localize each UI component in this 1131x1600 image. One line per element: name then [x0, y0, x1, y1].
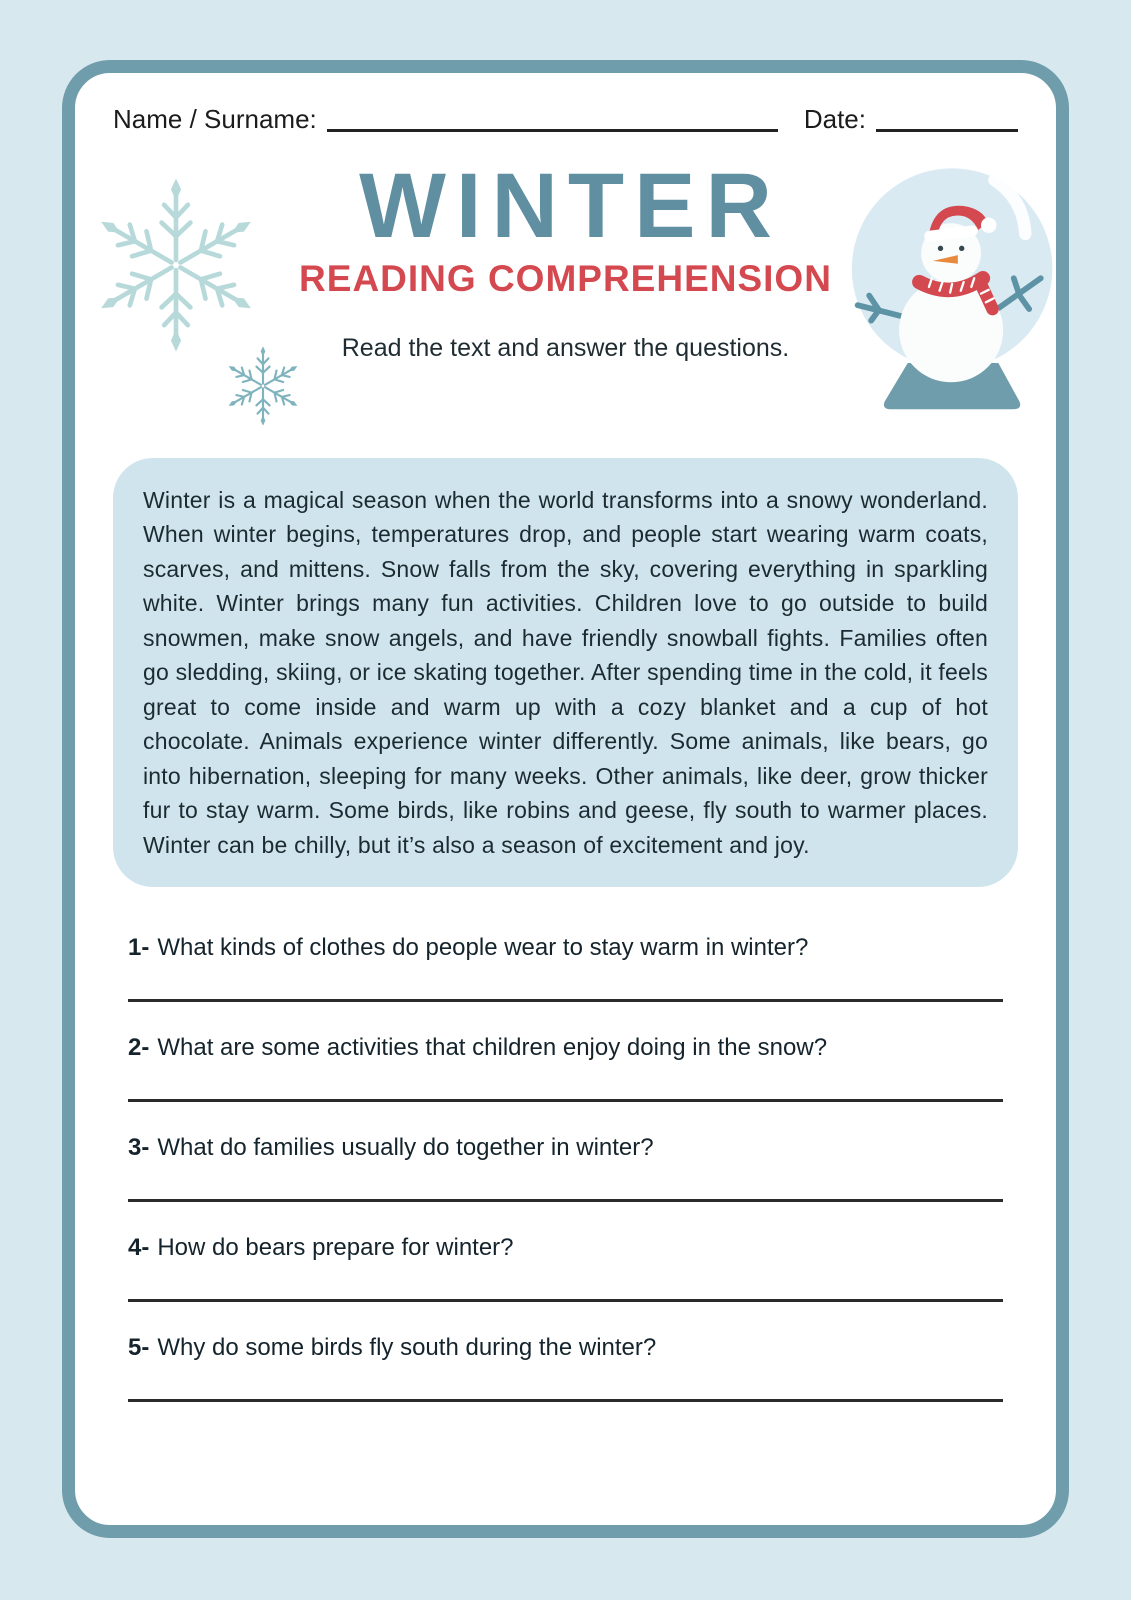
question-2-text: What are some activities that children enjoy doing in the snow? [157, 1034, 828, 1062]
question-1 [128, 933, 1003, 963]
question-3-number: 3- [128, 1134, 150, 1162]
name-date-row [113, 105, 1018, 134]
question-2 [128, 1033, 1003, 1063]
question-4 [128, 1233, 1003, 1263]
question-3-text: What do families usually do together in winter? [157, 1134, 654, 1162]
question-1-text: What kinds of clothes do people wear to stay warm in winter? [157, 934, 809, 962]
question-5-text: Why do some birds fly south during the winter? [157, 1334, 657, 1362]
snow-globe-snowman-icon [848, 150, 1060, 418]
answer-line-4[interactable] [128, 1299, 1003, 1302]
page-subtitle: READING COMPREHENSION [299, 258, 832, 300]
answer-line-2[interactable] [128, 1099, 1003, 1102]
question-4-number: 4- [128, 1234, 150, 1262]
name-label: Name / Surname: [113, 104, 317, 134]
answer-line-3[interactable] [128, 1199, 1003, 1202]
answer-line-5[interactable] [128, 1399, 1003, 1402]
date-label: Date: [803, 104, 866, 134]
question-5 [128, 1333, 1003, 1363]
question-1-number: 1- [128, 934, 150, 962]
question-4-text: How do bears prepare for winter? [157, 1234, 514, 1262]
answer-line-1[interactable] [128, 999, 1003, 1002]
questions-section [128, 933, 1003, 1402]
question-5-number: 5- [128, 1334, 150, 1362]
name-input-line[interactable] [327, 122, 778, 132]
page-title: WINTER [359, 154, 782, 257]
instruction-text: Read the text and answer the questions. [341, 334, 790, 363]
reading-passage: Winter is a magical season when the world transforms into a snowy wonderland. When winter begins, temperatures drop, and people start wearing warm coats, scarves, and mittens. Snow falls from the sky, covering everything in sparkling white. Winter brings many fun activities. Children love to go outside to build snowmen, make snow angels, and have friendly snowball fights. Families often go sledding, skiing, or ice skating together. After spending time in the cold, it feels great to come inside and warm up with a cozy blanket and a cup of hot chocolate. Animals experience winter differently. Some animals, like bears, go into hibernation, sleeping for many weeks. Other animals, like deer, grow thicker fur to stay warm. Some birds, like robins and geese, fly south to warmer places. Winter can be chilly, but it’s also a season of excitement and joy. [113, 458, 1018, 888]
title-section [75, 144, 1056, 444]
question-2-number: 2- [128, 1034, 150, 1062]
date-input-line[interactable] [876, 122, 1018, 132]
worksheet-card [62, 60, 1069, 1538]
question-3 [128, 1133, 1003, 1163]
